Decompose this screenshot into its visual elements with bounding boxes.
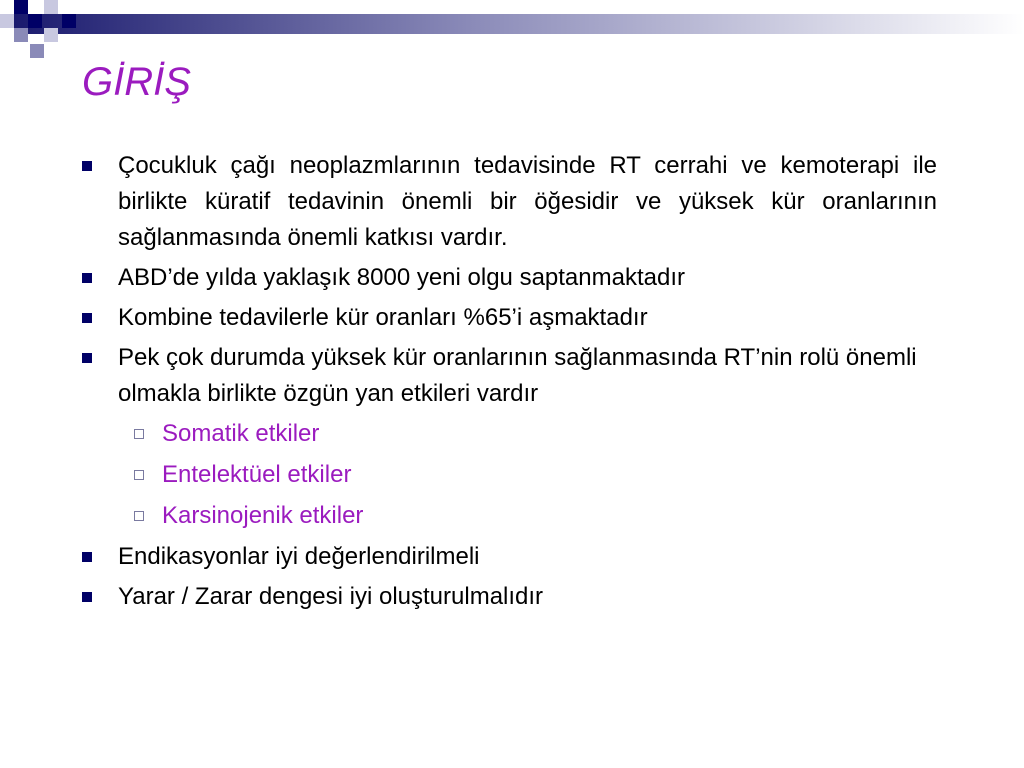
list-item-text: Çocukluk çağı neoplazmlarının tedavisinde RT cerrahi ve kemoterapi ile birlikte küratif tedavinin önemli bir öğesidir ve yüksek kür oranlarının sağlanmasında önemli katkısı vardır. bbox=[118, 152, 937, 251]
sub-list-item-text: Entelektüel etkiler bbox=[162, 461, 352, 488]
sub-list-item-text: Karsinojenik etkiler bbox=[162, 502, 364, 529]
sub-list-item bbox=[82, 457, 937, 493]
square-bullet-icon bbox=[82, 313, 92, 323]
square-bullet-icon bbox=[82, 273, 92, 283]
header-decoration bbox=[0, 0, 1024, 64]
bullet-list bbox=[82, 148, 937, 619]
sub-list-item-text: Somatik etkiler bbox=[162, 420, 320, 447]
hollow-square-bullet-icon bbox=[134, 511, 144, 521]
sub-list-item bbox=[82, 498, 937, 534]
list-item bbox=[82, 260, 937, 296]
list-item bbox=[82, 300, 937, 336]
list-item-text: ABD’de yılda yaklaşık 8000 yeni olgu saptanmaktadır bbox=[118, 264, 685, 291]
list-item-text: Kombine tedavilerle kür oranları %65’i aşmaktadır bbox=[118, 304, 648, 331]
square-bullet-icon bbox=[82, 353, 92, 363]
square-bullet-icon bbox=[82, 552, 92, 562]
slide-title: GİRİŞ bbox=[82, 60, 191, 104]
list-item bbox=[82, 340, 937, 412]
list-item bbox=[82, 579, 937, 615]
list-item bbox=[82, 148, 937, 256]
hollow-square-bullet-icon bbox=[134, 429, 144, 439]
list-item bbox=[82, 539, 937, 575]
hollow-square-bullet-icon bbox=[134, 470, 144, 480]
sub-list-item bbox=[82, 416, 937, 452]
square-bullet-icon bbox=[82, 161, 92, 171]
list-item-text: Yarar / Zarar dengesi iyi oluşturulmalıdır bbox=[118, 583, 544, 610]
square-bullet-icon bbox=[82, 592, 92, 602]
list-item-text: Endikasyonlar iyi değerlendirilmeli bbox=[118, 543, 480, 570]
list-item-text: Pek çok durumda yüksek kür oranlarının sağlanmasında RT’nin rolü önemli olmakla birlikte özgün yan etkileri vardır bbox=[118, 344, 917, 407]
